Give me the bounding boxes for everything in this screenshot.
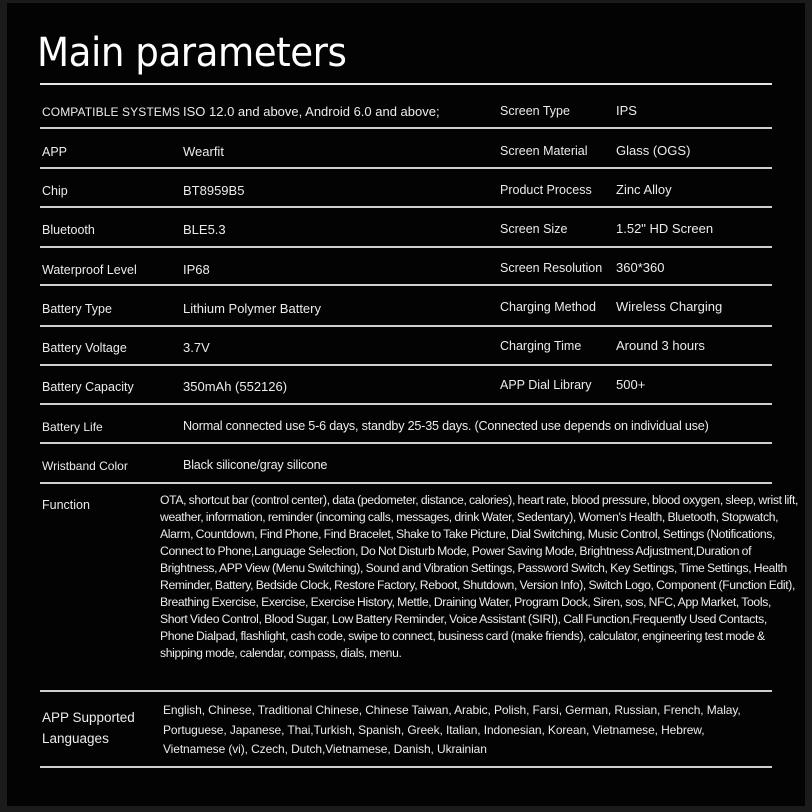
row-label-screen-material: Screen Material xyxy=(500,144,588,158)
row-label-waterproof-level: Waterproof Level xyxy=(42,263,137,277)
row-label-wristband-color: Wristband Color xyxy=(42,459,128,473)
row-label-app-supported-languages xyxy=(42,707,152,749)
row-value-charging-method: Wireless Charging xyxy=(616,299,723,314)
label-line: Languages xyxy=(42,731,109,746)
row-divider xyxy=(40,325,772,327)
row-value-battery-voltage: 3.7V xyxy=(183,340,210,355)
row-value-app: Wearfit xyxy=(183,144,224,159)
row-label-compatible-systems: COMPATIBLE SYSTEMS xyxy=(42,105,181,119)
row-label-function: Function xyxy=(42,498,90,512)
row-value-screen-material: Glass (OGS) xyxy=(616,143,691,158)
row-value-chip: BT8959B5 xyxy=(183,183,245,198)
row-label-charging-method: Charging Method xyxy=(500,300,596,314)
row-value-product-process: Zinc Alloy xyxy=(616,182,672,197)
row-divider xyxy=(40,690,772,692)
row-divider xyxy=(40,284,772,286)
row-divider xyxy=(40,364,772,366)
row-label-battery-voltage: Battery Voltage xyxy=(42,341,127,355)
row-divider xyxy=(40,246,772,248)
row-value-bluetooth: BLE5.3 xyxy=(183,222,226,237)
row-label-bluetooth: Bluetooth xyxy=(42,223,95,237)
row-value-function: OTA, shortcut bar (control center), data (pedometer, distance, calories), heart rate, blood pressure, blood oxygen, sleep, wrist lift, weather, information, reminder (incoming calls, messages, drink Water, Sedentary), Women's Health, Bluetooth, Stopwatch, Alarm, Countdown, Find Phone, Find Bracelet, Shake to Take Picture, Dial Switching, Music Control, Settings (Notifications, Connect to Phone,Language Selection, Do Not Disturb Mode, Power Saving Mode, Brightness Adjustment,Duration of Brightness, APP View (Menu Switching), Sound and Vibration Settings, Password Switch, Key Settings, Time Settings, Health Reminder, Battery, Bedside Clock, Restore Factory, Reboot, Shutdown, Version Info), Switch Logo, Component (Function Edit), Breathing Exercise, Exercise, Exercise History, Mettle, Draining Water, Program Dock, Siren, sos, NFC, App Market, Tools, Short Video Control, Blood Sugar, Low Battery Reminder, Voice Assistant (SIRI), Call Function,Frequently Used Contacts, Phone Dialpad, flashlight, cash code, swipe to connect, business card (make friends), calculator, engineering test mode & shipping mode, calendar, compass, dials, menu. xyxy=(160,493,799,660)
row-value-battery-life: Normal connected use 5-6 days, standby 25-35 days. (Connected use depends on individual use) xyxy=(183,419,709,433)
row-value-charging-time: Around 3 hours xyxy=(616,338,705,353)
page-title: Main parameters xyxy=(37,30,347,76)
language-line: Portuguese, Japanese, Thai,Turkish, Spanish, Greek, Italian, Indonesian, Korean, Vietnamese, Hebrew, xyxy=(163,722,705,737)
row-divider xyxy=(40,127,772,129)
row-value-battery-capacity: 350mAh (552126) xyxy=(183,379,288,394)
row-value-app-dial-library: 500+ xyxy=(616,377,646,392)
row-label-battery-capacity: Battery Capacity xyxy=(42,380,134,394)
row-value-compatible-systems: ISO 12.0 and above, Android 6.0 and above; xyxy=(183,104,440,119)
row-label-charging-time: Charging Time xyxy=(500,339,582,353)
row-value-battery-type: Lithium Polymer Battery xyxy=(183,301,321,316)
row-label-screen-type: Screen Type xyxy=(500,104,570,118)
row-label-screen-resolution: Screen Resolution xyxy=(500,261,603,275)
row-label-app: APP xyxy=(42,145,68,159)
row-value-waterproof-level: IP68 xyxy=(183,262,210,277)
label-line: APP Supported xyxy=(42,710,135,725)
row-label-product-process: Product Process xyxy=(500,183,592,197)
row-label-battery-life: Battery Life xyxy=(42,420,103,434)
row-label-app-dial-library: APP Dial Library xyxy=(500,378,592,392)
row-value-screen-size: 1.52" HD Screen xyxy=(616,221,714,236)
row-label-battery-type: Battery Type xyxy=(42,302,112,316)
language-line: English, Chinese, Traditional Chinese, Chinese Taiwan, Arabic, Polish, Farsi, German, Russian, French, Malay, xyxy=(163,703,741,717)
row-divider xyxy=(40,766,772,768)
row-value-screen-type: IPS xyxy=(616,103,637,118)
row-label-screen-size: Screen Size xyxy=(500,222,568,236)
row-divider xyxy=(40,482,772,484)
title-divider xyxy=(40,83,772,85)
language-line: Vietnamese (vi), Czech, Dutch,Vietnamese, Danish, Ukrainian xyxy=(163,742,487,756)
row-value-app-supported-languages xyxy=(163,701,783,760)
row-value-screen-resolution: 360*360 xyxy=(616,260,665,275)
row-divider xyxy=(40,442,772,444)
row-divider xyxy=(40,167,772,169)
row-label-chip: Chip xyxy=(42,184,68,198)
row-value-wristband-color: Black silicone/gray silicone xyxy=(183,458,328,472)
row-divider xyxy=(40,206,772,208)
row-divider xyxy=(40,403,772,405)
